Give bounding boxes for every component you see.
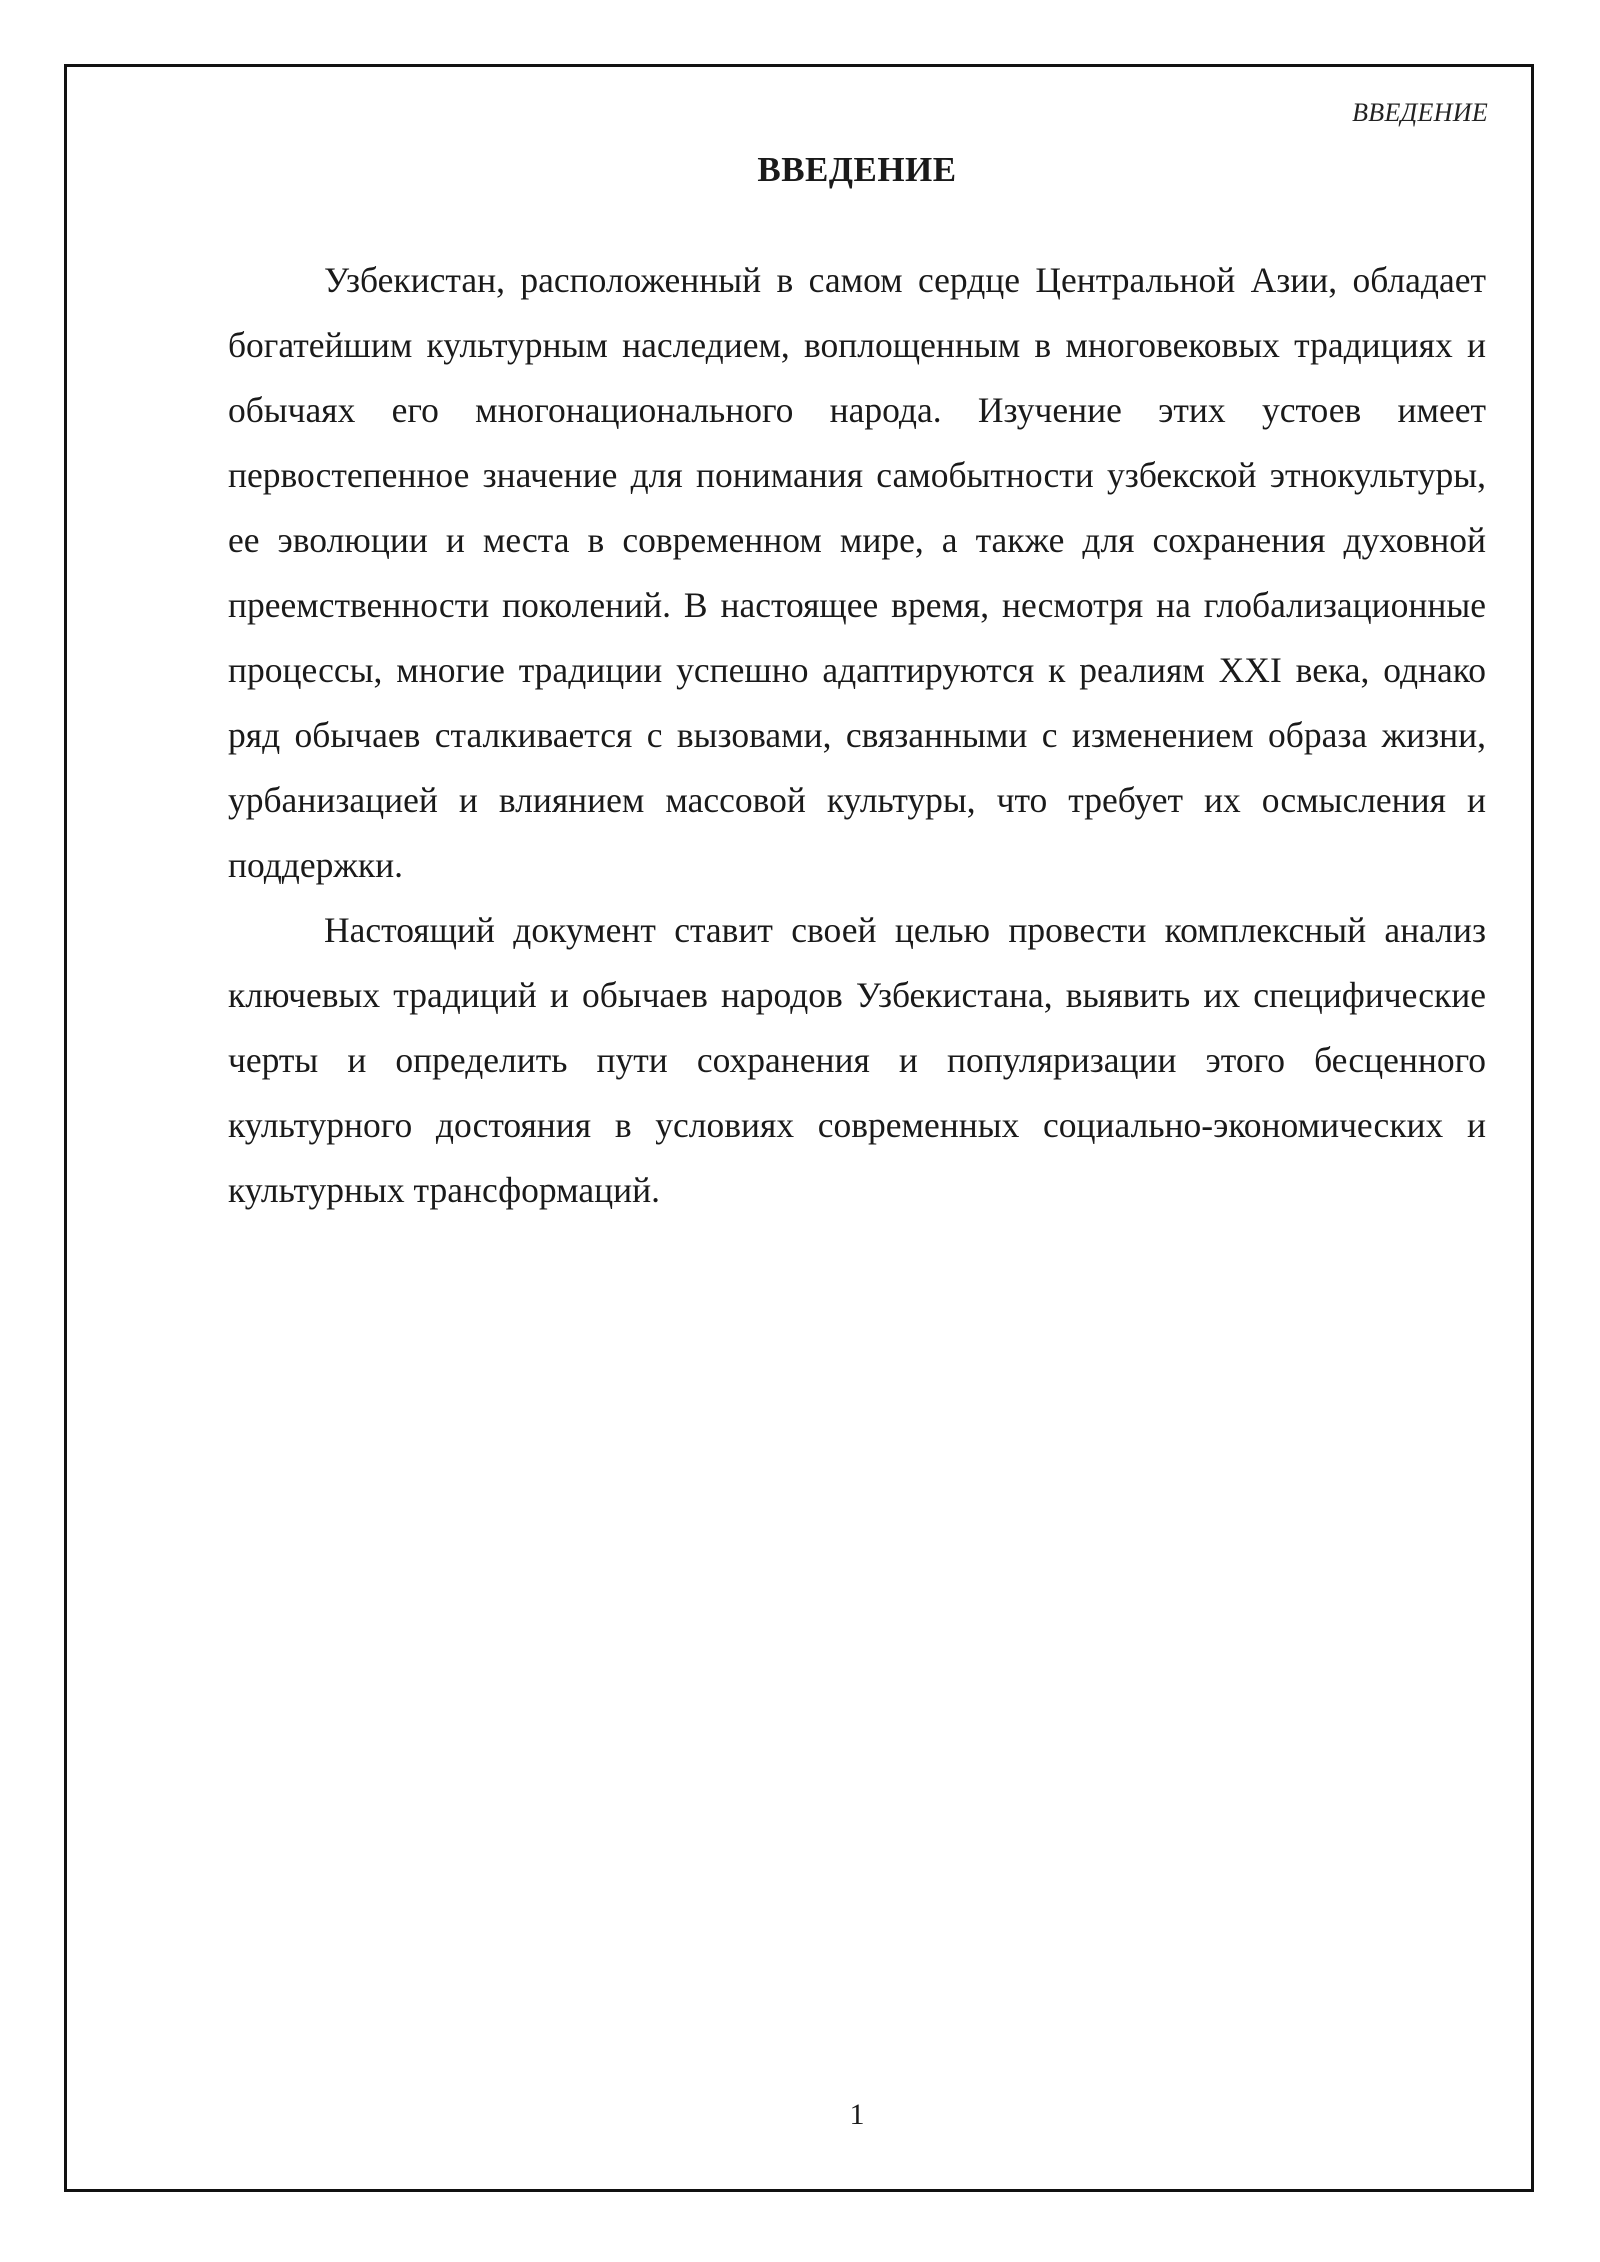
page-number: 1 [849, 2098, 865, 2131]
section-title: ВВЕДЕНИЕ [757, 150, 957, 189]
running-header: ВВЕДЕНИЕ [1352, 98, 1488, 127]
paragraph-intro: Узбекистан, расположенный в самом сердце Центральной Азии, обладает богатейшим культурным наследием, воплощенным в многовековых традициях и обычаях его многонационального народа. Изучение этих устоев имеет первостепенное значение для понимания самобытности узбекской этнокультуры, ее эволюции и места в современном мире, а также для сохранения духовной преемственности поколений. В настоящее время, несмотря на глобализационные процессы, многие традиции успешно адаптируются к реалиям XXI века, однако ряд обычаев сталкивается с вызовами, связанными с изменением образа жизни, урбанизацией и влиянием массовой культуры, что требует их осмысления и поддержки. [228, 260, 1486, 885]
body-text [228, 248, 1486, 1223]
paragraph-purpose: Настоящий документ ставит своей целью провести комплексный анализ ключевых традиций и обычаев народов Узбекистана, выявить их специфические черты и определить пути сохранения и популяризации этого бесценного культурного достояния в условиях современных социально-экономических и культурных трансформаций. [228, 910, 1486, 1210]
